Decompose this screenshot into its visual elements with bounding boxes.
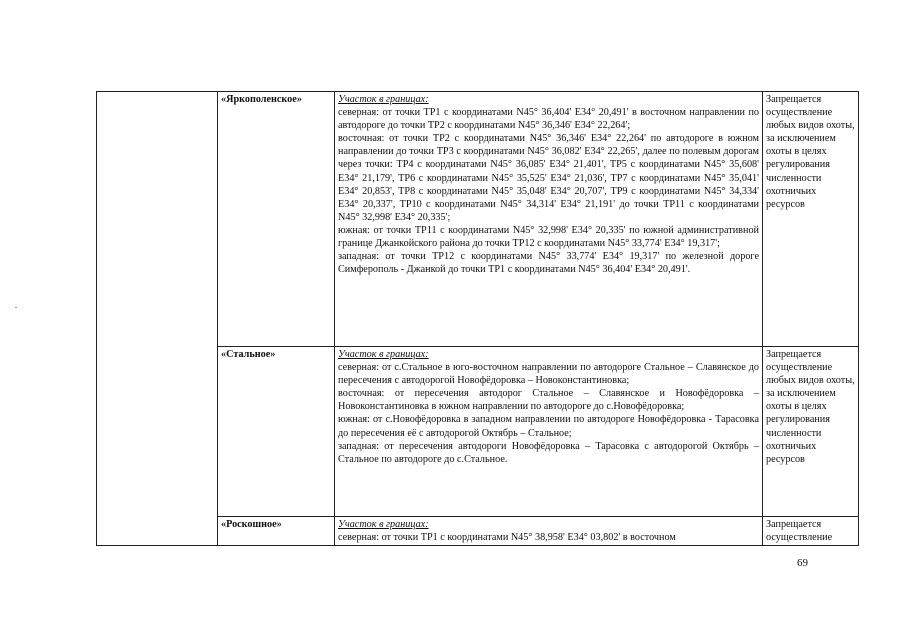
section-title: Участок в границах: bbox=[338, 519, 429, 530]
section-title: Участок в границах: bbox=[338, 349, 429, 360]
boundary-south: южная: от с.Новофёдоровка в западном направлении по автодороге Новофёдоровка - Тарасовка до пересечения её с автодорогой Октябрь – Стальное; bbox=[338, 414, 759, 439]
page-number: 69 bbox=[797, 557, 808, 569]
restriction-text: Запрещается осуществление любых видов охоты, за исключением охоты в целях регулирования численности охотничьих ресурсов bbox=[763, 92, 859, 347]
boundary-description bbox=[335, 347, 763, 517]
area-name: «Яркополенское» bbox=[218, 92, 335, 347]
boundary-east: восточная: от пересечения автодорог Стальное – Славянское и Новофёдоровка – Новоконстантиновка в южном направлении по автодороге до с.Новофёдоровка; bbox=[338, 388, 759, 413]
boundary-north: северная: от точки ТР1 с координатами N45° 38,958' E34° 03,802' в восточном bbox=[338, 532, 676, 544]
section-title: Участок в границах: bbox=[338, 94, 429, 105]
table-row bbox=[97, 92, 859, 347]
boundary-north: северная: от с.Стальное в юго-восточном направлении по автодороге Стальное – Славянское до пересечения с автодорогой Новофёдоровка – Новоконстантиновка; bbox=[338, 362, 759, 387]
area-name: «Стальное» bbox=[218, 347, 335, 517]
area-name: «Роскошное» bbox=[218, 517, 335, 546]
boundary-description bbox=[335, 517, 763, 546]
merged-empty-cell bbox=[97, 92, 218, 546]
boundary-description bbox=[335, 92, 763, 347]
hunting-areas-table bbox=[96, 91, 859, 546]
restriction-text: Запрещается осуществление любых видов охоты, за исключением охоты в целях регулирования численности охотничьих ресурсов bbox=[763, 347, 859, 517]
scan-speck bbox=[15, 307, 17, 308]
boundary-south: южная: от точки ТР11 с координатами N45° 32,998' E34° 20,335' по южной административной границе Джанкойского района до точки ТР12 с координатами N45° 33,774' E34° 19,317'; bbox=[338, 224, 759, 250]
restriction-text: Запрещается осуществление bbox=[763, 517, 859, 546]
boundary-north: северная: от точки ТР1 с координатами N45° 36,404' E34° 20,491' в восточном направлении по автодороге до точки ТР2 с координатами N45° 36,346' E34° 22,264'; bbox=[338, 107, 759, 132]
boundary-west: западная: от пересечения автодороги Новофёдоровка – Тарасовка с автодорогой Октябрь – Стальное по автодороге до с.Стальное. bbox=[338, 440, 759, 465]
boundary-east: восточная: от точки ТР2 с координатами N45° 36,346' E34° 22,264' по автодороге в южном направлении до точки ТР3 с координатами N45° 36,082' E34° 22,265', далее по полевым дорогам через точки: ТР4 с координатами N45° 36,085' E34° 21,401', ТР5 с координатами N45° 35,608' E34° 21,179', ТР6 с координатами N45° 35,525' E34° 21,036', ТР7 с координатами N45° 35,041' E34° 20,853', ТР8 с координатами N45° 35,048' E34° 20,707', ТР9 с координатами N45° 34,334' E34° 20,337', ТР10 с координатами N45° 34,314' E34° 21,191' до точки ТР11 с координатами N45° 32,998' E34° 20,335'; bbox=[338, 133, 759, 223]
boundary-west: западная: от точки ТР12 с координатами N45° 33,774' E34° 19,317' по железной дороге Симферополь - Джанкой до точки ТР1 с координатами N45° 36,404' E34° 20,491'. bbox=[338, 251, 759, 276]
